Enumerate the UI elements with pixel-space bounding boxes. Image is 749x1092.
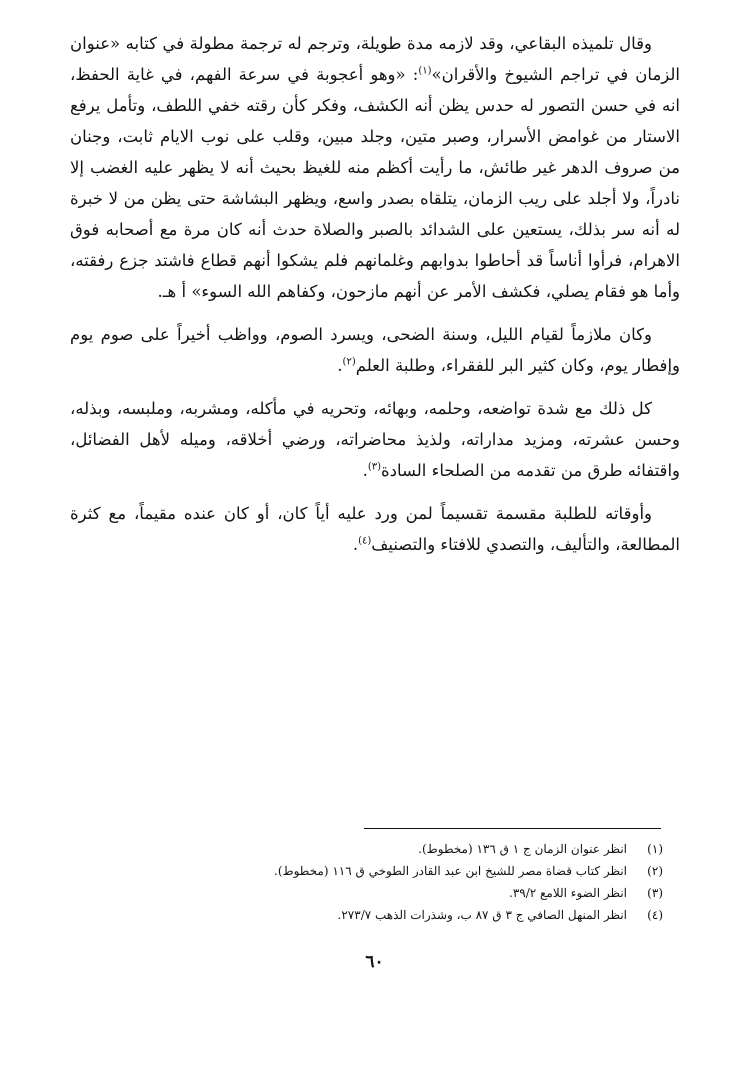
footnote-number: (١): [647, 842, 663, 856]
footnote-ref: (٤): [358, 535, 372, 547]
paragraph-text: وأوقاته للطلبة مقسمة تقسيماً لمن ورد عليه أياً كان، أو كان عنده مقيماً، مع كثرة المطالعة، والتأليف، والتصدي للافتاء والتصنيف: [70, 504, 680, 554]
footnote-text: انظر المنهل الصافي ج ٣ ق ٨٧ ب، وشذرات الذهب ٢٧٣/٧.: [337, 908, 627, 922]
footnote-number: (٢): [647, 864, 663, 878]
footnote-text: انظر كتاب قضاة مصر للشيخ ابن عبد القادر الطوخي ق ١١٦ (مخطوط).: [274, 864, 627, 878]
footnote-text: انظر الضوء اللامع ٣٩/٢.: [508, 886, 627, 900]
paragraph-text: وكان ملازماً لقيام الليل، وسنة الضحى، ويسرد الصوم، وواظب أخيراً على صوم يوم وإفطار يوم، وكان كثير البر للفقراء، وطلبة العلم: [70, 325, 680, 375]
paragraph-text: كل ذلك مع شدة تواضعه، وحلمه، وبهائه، وتحريه في مأكله، ومشربه، وملبسه، وبذله، وحسن عشرته، ومزيد مداراته، ولذيذ محاضراته، ورضي أخلاقه، وميله لأهل الفضائل، واقتفائه طرق من تقدمه من الصلحاء السادة: [70, 399, 680, 480]
paragraph-time: [70, 498, 680, 560]
footnote-ref: (١): [418, 65, 432, 77]
paragraph-worship: [70, 319, 680, 381]
page-number: ٦٠: [365, 952, 384, 972]
footnote-item: [243, 904, 663, 926]
footnote-ref: (٢): [342, 356, 356, 368]
footnote-item: [243, 882, 663, 904]
paragraph-text-tail: .: [352, 535, 359, 554]
footnote-text: انظر عنوان الزمان ج ١ ق ١٣٦ (مخطوط).: [418, 842, 627, 856]
footnote-divider: [364, 828, 661, 829]
footnote-number: (٣): [647, 886, 663, 900]
paragraph-text-tail: : «وهو أعجوبة في سرعة الفهم، في غاية الحفظ، انه في حسن التصور له حدس يظن أنه الكشف، وفكر كأن رقته خفي اللطف، وتأمل يرفع الاستار من غوامض الأسرار، وصبر متين، وجلد مبين، وقلب على نوب الايام ثابت، وجنان من صروف الدهر غير طائش، ما رأيت أكظم منه للغيظ بحيث أنه لا يظهر عليه الغضب إلا نادراً، ولا أجلد على ريب الزمان، يتلقاه بصدر واسع، ويظهر البشاشة حتى يظن من لا خبرة له أنه سر بذلك، يستعين على الشدائد بالصبر والصلاة حدث أنه كان مرة مع أصحابه فوق الاهرام، فرأوا أناساً قد أحاطوا بدوابهم وغلمانهم فلم يشكوا أنهم قطاع فاشتد جزع رفقته، وأما هو فقام يصلي، فكشف الأمر عن أنهم مازحون، وكفاهم الله السوء» أ هـ.: [70, 65, 680, 301]
footnote-item: [243, 860, 663, 882]
paragraph-biqai-quote: [70, 28, 680, 307]
footnote-number: (٤): [647, 908, 663, 922]
paragraph-character: [70, 393, 680, 486]
paragraph-text-tail: .: [337, 356, 343, 375]
paragraph-text: وقال تلميذه البقاعي، وقد لازمه مدة طويلة، وترجم له ترجمة مطولة في كتابه «عنوان الزمان في تراجم الشيوخ والأقران»: [70, 34, 681, 84]
paragraph-text-tail: .: [362, 461, 368, 480]
page-body: [70, 28, 680, 560]
footnotes: [243, 838, 663, 926]
footnote-ref: (٣): [367, 461, 381, 473]
footnote-item: [243, 838, 663, 860]
